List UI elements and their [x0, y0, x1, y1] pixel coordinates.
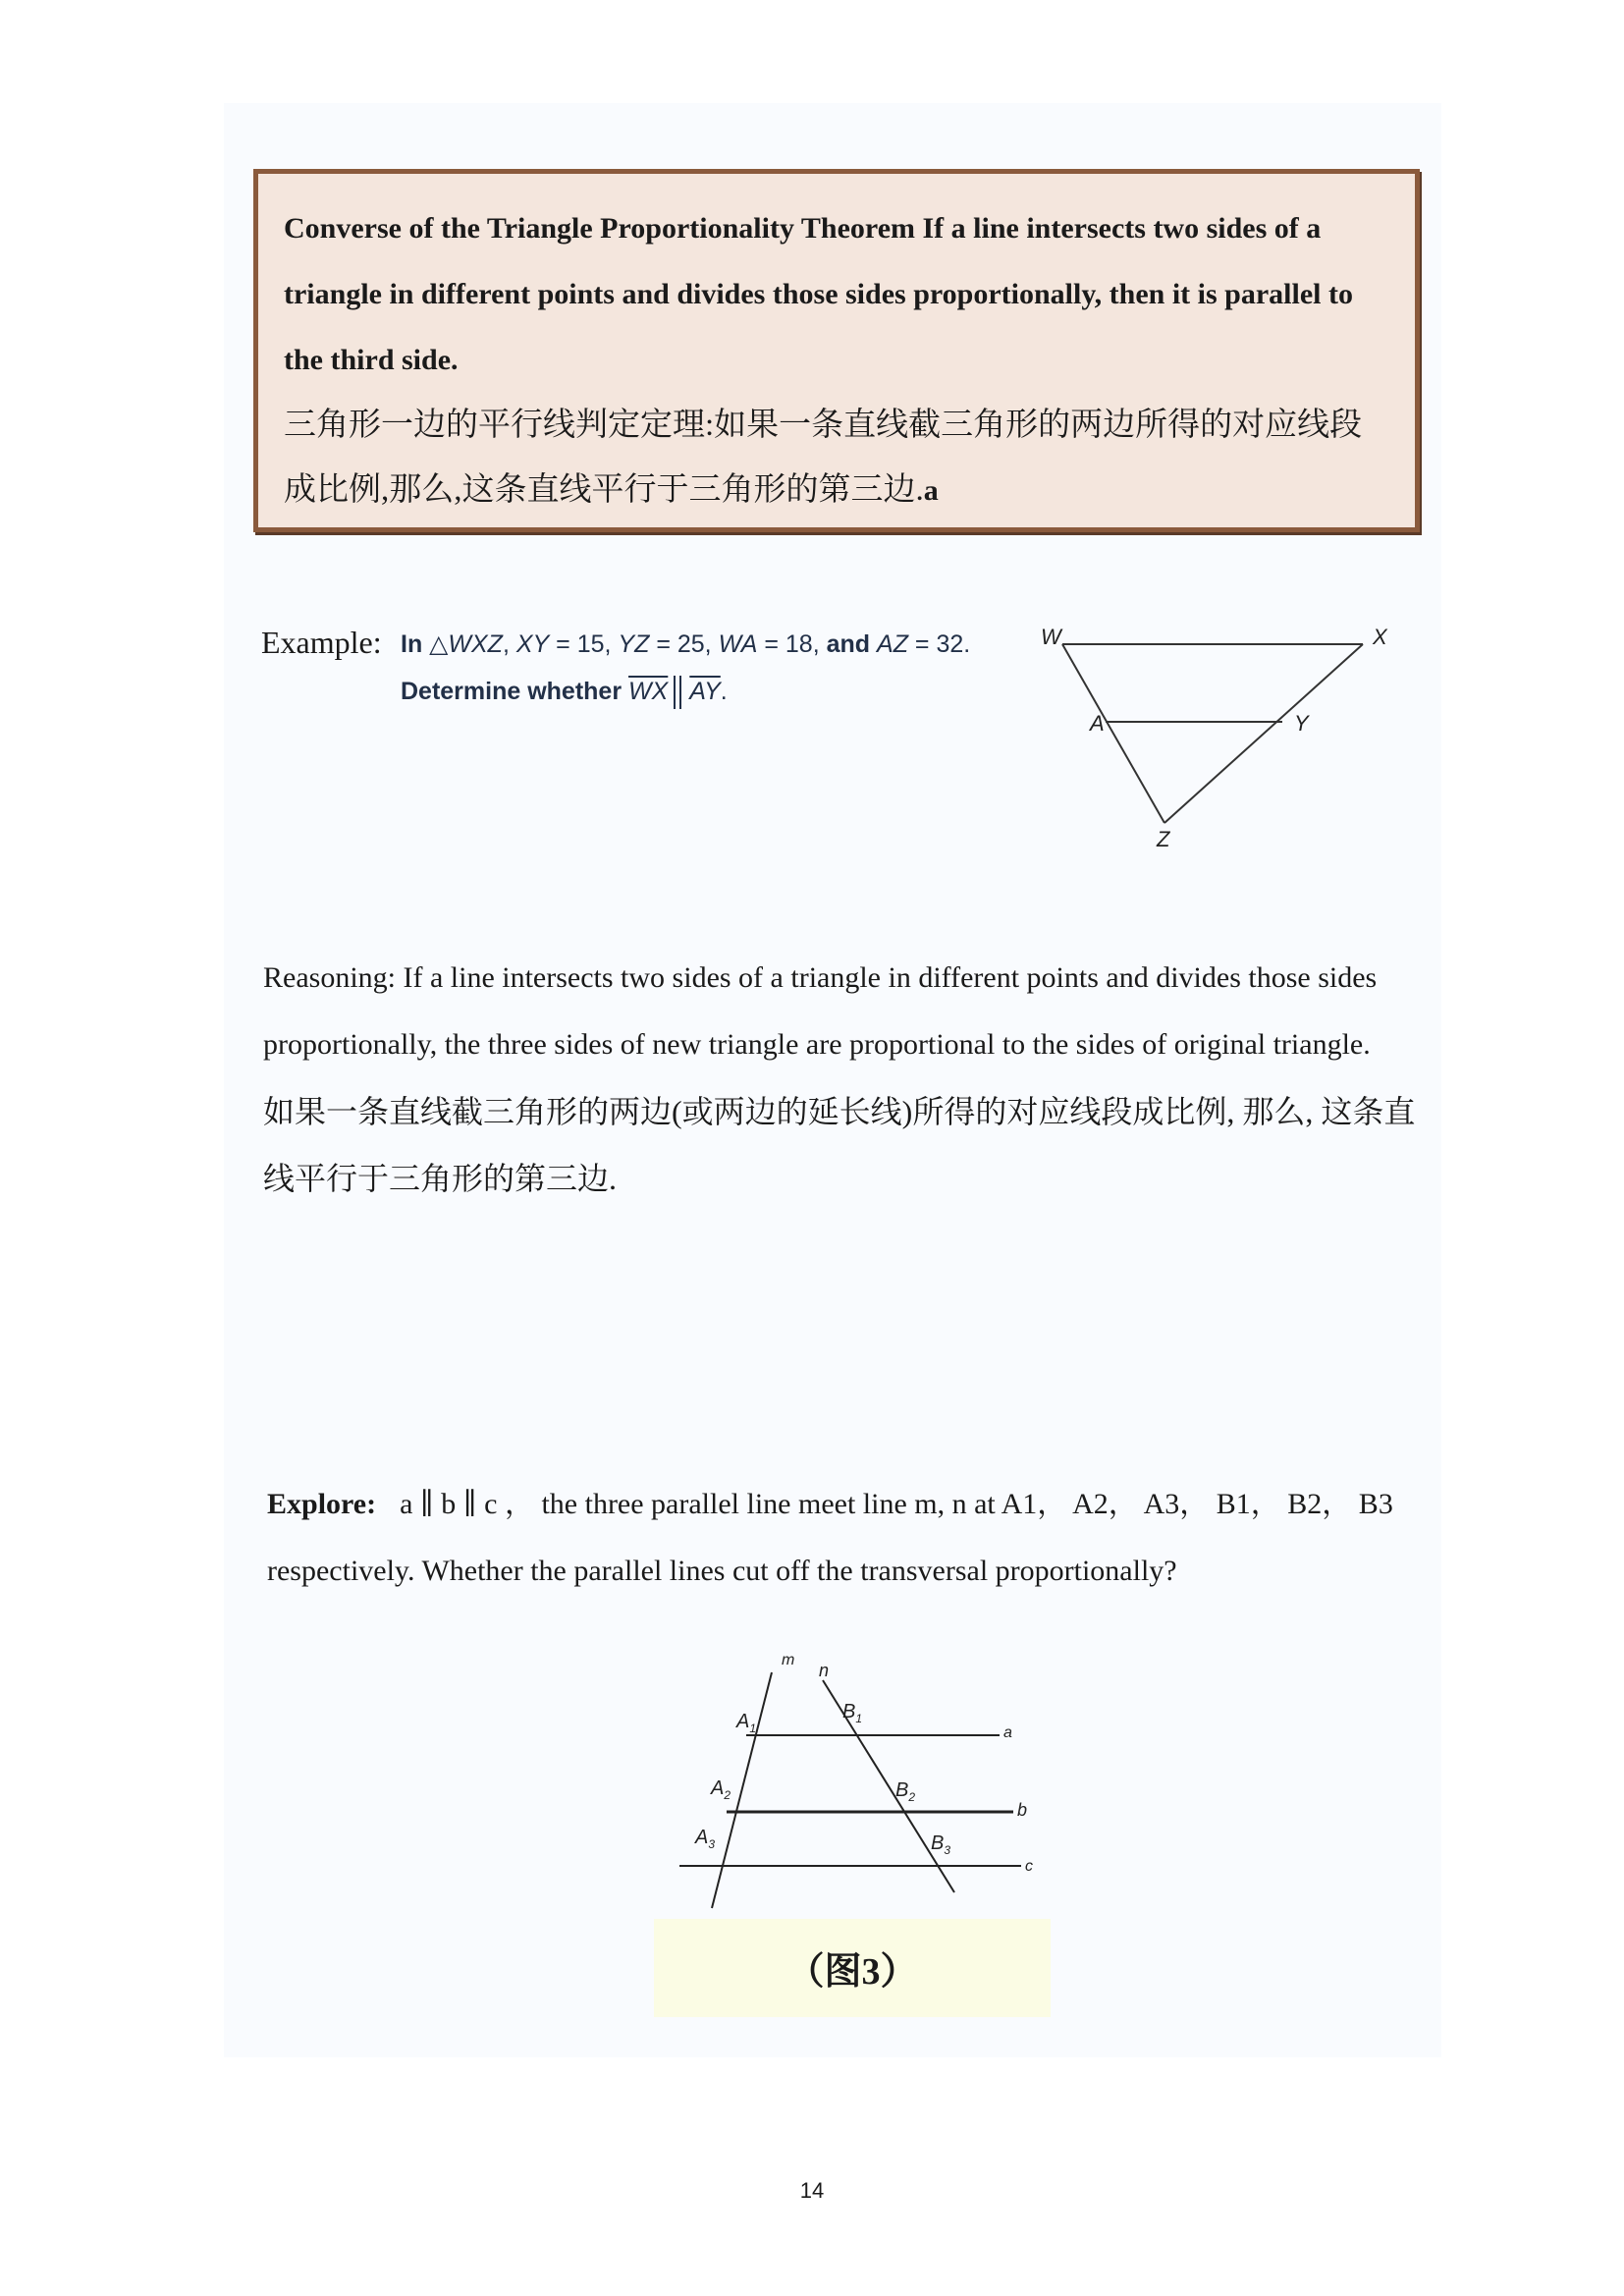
triangle-figure	[1021, 609, 1414, 854]
example-val-wa: = 18,	[757, 630, 827, 658]
theorem-english: Converse of the Triangle Proportionality Theorem If a line intersects two sides of a triangle in different points and divides those sides proportionally, then it is parallel to the third side.	[284, 212, 1353, 376]
reasoning-chinese: 如果一条直线截三角形的两边(或两边的延长线)所得的对应线段成比例, 那么, 这条直线平行于三角形的第三边.	[263, 1094, 1416, 1196]
reasoning-english: Reasoning: If a line intersects two sides of a triangle in different points and divides those sides proportionally, the three sides of new triangle are proportional to the sides of original triangle.	[263, 961, 1378, 1061]
label-a1: $A_1$	[736, 1711, 757, 1735]
parallel-symbol	[674, 676, 681, 709]
example-seg-yz: YZ	[618, 630, 650, 658]
example-seg-xy: XY	[515, 630, 550, 658]
example-seg-wa: WA	[718, 630, 758, 658]
label-b1: $B_1$	[842, 1701, 863, 1725]
side-xz	[1164, 644, 1363, 823]
label-b2: $B_2$	[895, 1779, 916, 1804]
label-m: m	[782, 1652, 795, 1668]
label-a2: $A_2$	[711, 1777, 731, 1802]
theorem-chinese-text: 三角形一边的平行线判定定理:如果一条直线截三角形的两边所得的对应线段成比例,那么,这条直线平行于三角形的第三边.	[284, 408, 1363, 508]
theorem-chinese-tail: a	[923, 474, 939, 507]
label-n: n	[819, 1661, 830, 1680]
label-w: W	[1041, 625, 1061, 649]
theorem-box	[253, 169, 1420, 532]
example-given: In △WXZ, XY = 15, YZ = 25, WA = 18, and AZ = 32.	[401, 630, 971, 658]
example-question-text: Determine whether	[401, 678, 629, 705]
theorem-chinese	[284, 393, 1393, 523]
explore-text: a ∥ b ∥ c ， the three parallel line meet line m, n at A1， A2， A3， B1， B2， B3 respectively. Whether the parallel lines cut off the transversal proportionally?	[267, 1488, 1393, 1587]
label-line-b: b	[1017, 1800, 1028, 1820]
example-val-yz: = 25,	[649, 630, 719, 658]
label-line-a: a	[1003, 1724, 1012, 1741]
label-y: Y	[1294, 711, 1309, 736]
label-x: X	[1373, 625, 1387, 649]
label-b3: $B_3$	[931, 1832, 951, 1857]
label-z: Z	[1157, 827, 1170, 851]
explore-label: Explore:	[267, 1488, 377, 1520]
figure-caption: （图3）	[786, 1951, 918, 1993]
example-in: In	[401, 630, 430, 658]
label-a: A	[1090, 711, 1105, 736]
example-question	[401, 668, 970, 715]
parallel-lines-figure	[668, 1635, 1060, 1920]
reasoning-section	[263, 945, 1422, 1212]
page-number: 14	[799, 2178, 825, 2203]
example-segment-ay: $\overline{AY}$	[689, 678, 721, 705]
example-val-az: = 32.	[907, 630, 971, 658]
example-triangle: △WXZ	[429, 630, 503, 658]
side-wz	[1062, 644, 1164, 823]
example-text	[401, 621, 970, 715]
explore-section	[267, 1471, 1435, 1605]
example-val-xy: = 15,	[549, 630, 619, 658]
label-line-c: c	[1025, 1858, 1033, 1875]
example-end: .	[720, 678, 728, 705]
example-segment-wx: $\overline{WX}$	[628, 678, 669, 705]
example-and: and	[826, 630, 878, 658]
label-a3: $A_3$	[695, 1827, 716, 1851]
example-seg-az: AZ	[877, 630, 908, 658]
example-label: Example:	[261, 625, 382, 660]
